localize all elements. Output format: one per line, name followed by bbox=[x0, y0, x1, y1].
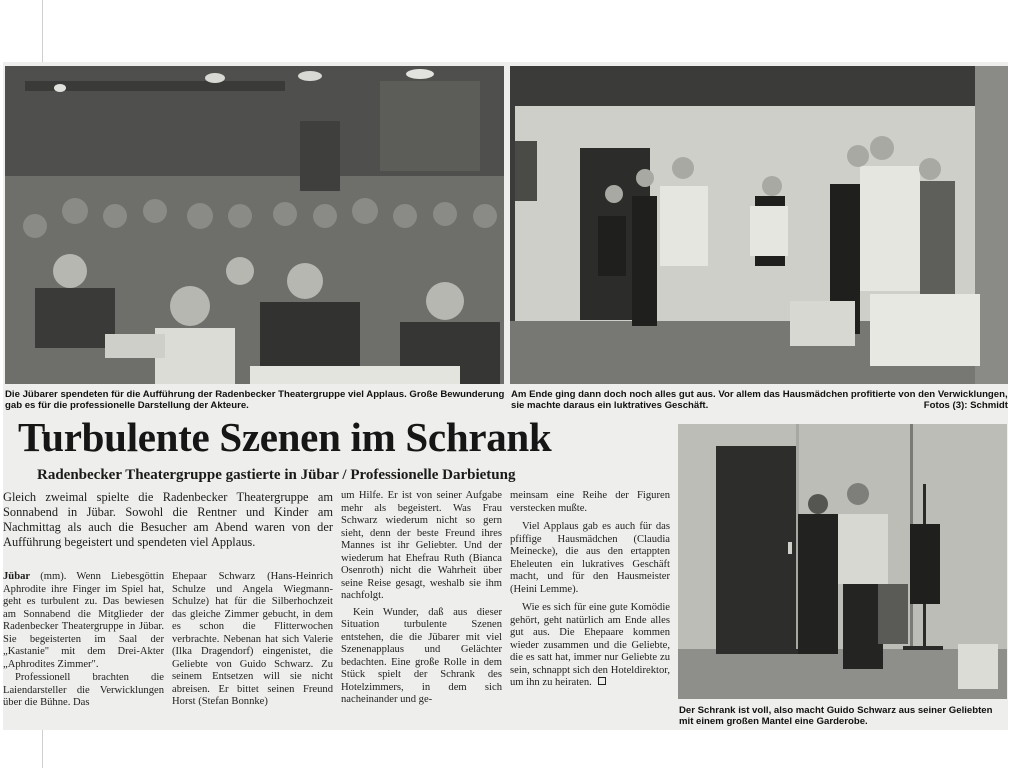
photo-audience bbox=[5, 66, 504, 384]
article-column-3 bbox=[341, 490, 502, 708]
column-4-paragraph-3 bbox=[510, 602, 670, 690]
column-3-paragraph-1: um Hilfe. Er ist von seiner Aufgabe mehr als begeistert. Was Frau Schwarz wiederum nicht so gern sieht, denn der beste Freund ihres Mannes ist ihr Geliebter. Und der wiederum hat Ehefrau Ruth (Bianca Osenroth) nicht die Wahrheit über seine Reise gesagt, weshalb sie ihm nachfolgt. bbox=[341, 490, 502, 601]
column-4-paragraph-1: meinsam eine Reihe der Figuren verstecken mußte. bbox=[510, 490, 670, 514]
column-1-text: Wenn Liebesgöttin Aphrodite ihre Finger im Spiel hat, geht es turbulent zu. Das bewiesen am Sonnabend die Mitglieder der Radenbecker Theatergruppe in Jübar. Sie begeisterten im Saal der „Kastanie" mit dem Drei-Akter „Aphrodites Zimmer". bbox=[3, 571, 164, 670]
photo-stage bbox=[510, 66, 1008, 384]
caption-audience-photo bbox=[5, 389, 505, 411]
article-column-1 bbox=[3, 571, 164, 711]
caption-wardrobe-photo bbox=[679, 705, 1008, 727]
article-headline: Turbulente Szenen im Schrank bbox=[18, 414, 552, 460]
photo-wardrobe bbox=[678, 424, 1007, 699]
column-1-paragraph-2: Professionell brachten die Laiendarsteller die Verwicklungen über die Bühne. Das bbox=[3, 672, 164, 708]
column-4-paragraph-3-text: Wie es sich für eine gute Komödie gehört, geht natürlich am Ende alles gut aus. Die Ehepaare kommen wieder zusammen und die Geliebte, die es satt hat, immer nur Geliebte zu sein, schnappt sich den Hoteldirektor, um ihn zu heiraten. bbox=[510, 602, 670, 688]
column-1-paragraph-1 bbox=[3, 571, 164, 671]
article-lead bbox=[3, 490, 333, 550]
article-column-2 bbox=[172, 571, 333, 710]
column-4-paragraph-2: Viel Applaus gab es auch für das pfiffige Hausmädchen (Claudia Meinecke), die aus den ertappten Eheleuten ein lukratives Geschäft macht, und für den Hausmeister (Heini Lemme). bbox=[510, 521, 670, 595]
caption-stage-photo bbox=[511, 389, 1008, 411]
caption-audience-text: Die Jübarer spendeten für die Aufführung der Radenbecker Theatergruppe viel Applaus. Große Bewunderung gab es für die professionelle Darstellung der Akteure. bbox=[5, 389, 505, 411]
caption-stage-text: Am Ende ging dann doch noch alles gut aus. Vor allem das Hausmädchen profitierte von den Verwicklungen, sie machte daraus ein luktratives Geschäft. bbox=[511, 389, 1008, 411]
article-end-mark-icon bbox=[598, 677, 606, 685]
article-subheadline: Radenbecker Theatergruppe gastierte in Jübar / Professionelle Darbietung bbox=[37, 467, 516, 483]
lead-paragraph: Gleich zweimal spielte die Radenbecker Theatergruppe am Sonnabend in Jübar. Sowohl die Rentner und Kinder am Nachmittag als auch die Besucher am Abend waren von der Aufführung begeistert und spendeten viel Applaus. bbox=[3, 490, 333, 549]
article-column-4 bbox=[510, 490, 670, 691]
column-3-paragraph-2: Kein Wunder, daß aus dieser Situation turbulente Szenen entstehen, die die Jübarer mit viel Szenenapplaus und Gelächter bedachten. Eine große Rolle in dem Stück spielt der Schrank des Hotelzimmers, in dem sich nacheinander und ge- bbox=[341, 606, 502, 705]
author-tag: (mm). bbox=[40, 571, 67, 582]
column-2-paragraph-1: Ehepaar Schwarz (Hans-Heinrich Schulze und Angela Wiegmann-Schulze) hat für die Silberhochzeit das gleiche Zimmer gebucht, in dem es schon die Flitterwochen verbrachte. Nebenan hat sich Valerie (Ilka Dragendorf) eingenistet, die Geliebte von Guido Schwarz. Zu seinem Entsetzen will sie nicht abreisen. Er bittet seinen Freund Horst (Stefan Bonnke) bbox=[172, 571, 333, 707]
caption-wardrobe-text: Der Schrank ist voll, also macht Guido Schwarz aus seiner Geliebten mit einem großen Mantel eine Garderobe. bbox=[679, 705, 993, 727]
dateline: Jübar bbox=[3, 571, 31, 582]
photo-credit: Fotos (3): Schmidt bbox=[923, 400, 1008, 411]
